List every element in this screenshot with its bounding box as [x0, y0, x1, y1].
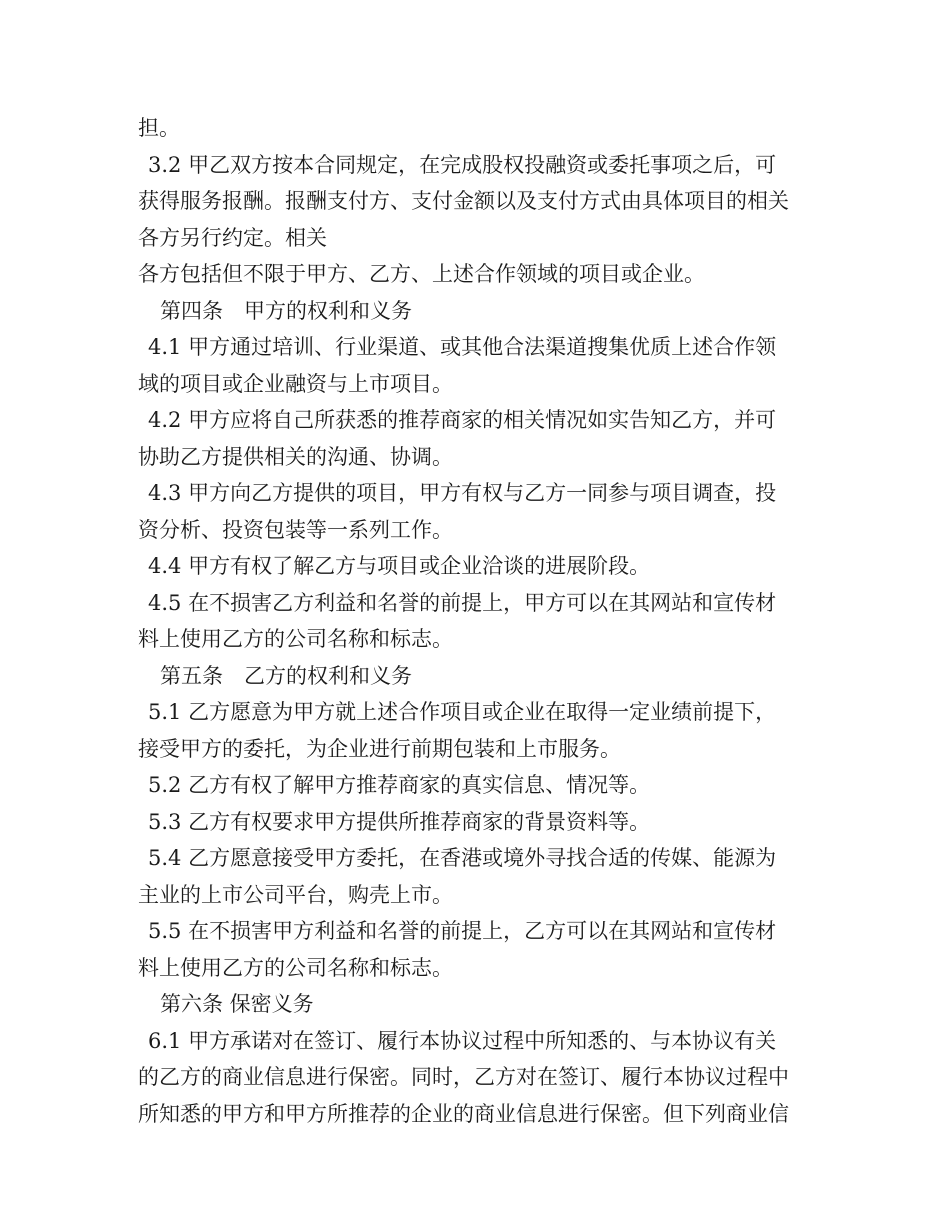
text-line: 资分析、投资包装等一系列工作。	[138, 517, 453, 542]
clause-5-5: 5.5 在不损害甲方利益和名誉的前提上，乙方可以在其网站和宣传材	[148, 919, 777, 943]
text-line: 各方另行约定。相关	[138, 225, 327, 250]
section-heading-6: 第六条 保密义务	[160, 992, 314, 1016]
text-line: 获得服务报酬。报酬支付方、支付金额以及支付方式由具体项目的相关	[138, 189, 789, 213]
clause-4-3: 4.3 甲方向乙方提供的项目，甲方有权与乙方一同参与项目调查，投	[148, 481, 777, 505]
clause-4-1: 4.1 甲方通过培训、行业渠道、或其他合法渠道搜集优质上述合作领	[148, 335, 777, 359]
text-line: 料上使用乙方的公司名称和标志。	[138, 955, 453, 980]
clause-5-1: 5.1 乙方愿意为甲方就上述合作项目或企业在取得一定业绩前提下，	[148, 700, 777, 724]
clause-6-1: 6.1 甲方承诺对在签订、履行本协议过程中所知悉的、与本协议有关	[148, 1028, 777, 1053]
document-body	[138, 110, 818, 1132]
text-line: 所知悉的甲方和甲方所推荐的企业的商业信息进行保密。但下列商业信	[138, 1101, 789, 1126]
text-line: 接受甲方的委托，为企业进行前期包装和上市服务。	[138, 736, 621, 761]
text-line: 料上使用乙方的公司名称和标志。	[138, 627, 453, 651]
text-line: 担。	[138, 116, 180, 140]
clause-5-2: 5.2 乙方有权了解甲方推荐商家的真实信息、情况等。	[148, 773, 651, 797]
section-heading-4: 第四条 甲方的权利和义务	[160, 298, 412, 323]
text-line: 协助乙方提供相关的沟通、协调。	[138, 444, 453, 469]
text-line: 的乙方的商业信息进行保密。同时，乙方对在签订、履行本协议过程中	[138, 1065, 789, 1089]
clause-4-4: 4.4 甲方有权了解乙方与项目或企业洽谈的进展阶段。	[148, 554, 651, 578]
text-line: 主业的上市公司平台，购壳上市。	[138, 882, 453, 907]
clause-4-5: 4.5 在不损害乙方利益和名誉的前提上，甲方可以在其网站和宣传材	[148, 590, 777, 615]
clause-3-2: 3.2 甲乙双方按本合同规定，在完成股权投融资或委托事项之后，可	[148, 152, 777, 177]
clause-5-3: 5.3 乙方有权要求甲方提供所推荐商家的背景资料等。	[148, 809, 651, 834]
section-heading-5: 第五条 乙方的权利和义务	[160, 663, 412, 688]
text-line: 域的项目或企业融资与上市项目。	[138, 371, 453, 396]
clause-5-4: 5.4 乙方愿意接受甲方委托，在香港或境外寻找合适的传媒、能源为	[148, 846, 777, 870]
clause-4-2: 4.2 甲方应将自己所获悉的推荐商家的相关情况如实告知乙方，并可	[148, 408, 777, 432]
text-line: 各方包括但不限于甲方、乙方、上述合作领域的项目或企业。	[138, 262, 705, 286]
